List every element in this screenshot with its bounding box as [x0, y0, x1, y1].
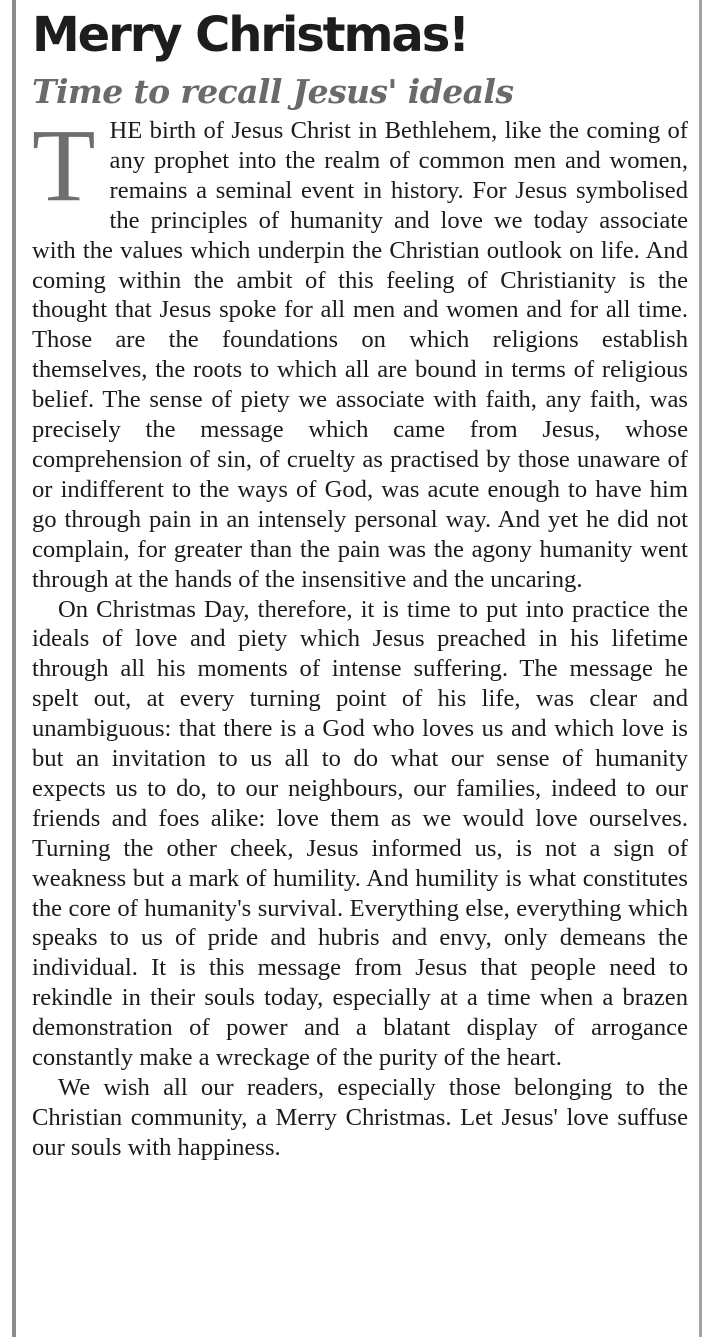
drop-cap: T	[32, 108, 96, 223]
article-body	[32, 108, 688, 1163]
paragraph-3: We wish all our readers, especially those belonging to the Christian community, a Merry Christmas. Let Jesus' love suffuse our souls with happiness.	[32, 1074, 688, 1161]
subheadline: Time to recall Jesus' ideals	[32, 72, 514, 111]
editorial-article	[32, 0, 688, 1163]
headline: Merry Christmas!	[32, 7, 468, 63]
paragraph-1-text: HE birth of Jesus Christ in Bethlehem, like the coming of any prophet into the realm of common men and women, remains a seminal event in history. For Jesus symbolised the principles of humanity and love we today associate with the values which underpin the Christian outlook on life. And coming within the ambit of this feeling of Christianity is the thought that Jesus spoke for all men and women and for all time. Those are the foundations on which religions establish themselves, the roots to which all are bound in terms of religious belief. The sense of piety we associate with faith, any faith, was precisely the message which came from Jesus, whose comprehension of sin, of cruelty as practised by those unaware of or indifferent to the ways of God, was acute enough to have him go through pain in an intensely personal way. And yet he did not complain, for greater than the pain was the agony humanity went through at the hands of the insensitive and the uncaring.	[32, 117, 688, 593]
right-column-rule	[699, 0, 702, 1337]
paragraph-2: On Christmas Day, therefore, it is time to put into practice the ideals of love and piety which Jesus preached in his lifetime through all his moments of intense suffering. The message he spelt out, at every turning point of his life, was clear and unambiguous: that there is a God who loves us and which love is but an invitation to us all to do what our sense of humanity expects us to do, to our neighbours, our families, indeed to our friends and foes alike: love them as we would love ourselves. Turning the other cheek, Jesus informed us, is not a sign of weakness but a mark of humility. And humility is what constitutes the core of humanity's survival. Everything else, everything which speaks to us of pride and hubris and envy, only demeans the individual. It is this message from Jesus that people need to rekindle in their souls today, especially at a time when a brazen demonstration of power and a blatant display of arrogance constantly make a wreckage of the purity of the heart.	[32, 595, 688, 1072]
paragraph-1	[32, 108, 688, 595]
left-column-rule	[12, 0, 16, 1337]
